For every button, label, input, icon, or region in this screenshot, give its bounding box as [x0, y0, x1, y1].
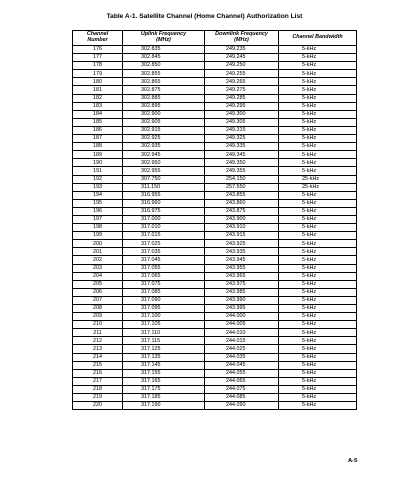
cell-downlink-frequency: 243.985: [205, 288, 279, 296]
cell-channel-bandwidth: 5-kHz: [279, 280, 357, 288]
table-row: [73, 110, 357, 118]
table-row: [73, 329, 357, 337]
table-row: [73, 199, 357, 207]
cell-channel-bandwidth: 5-kHz: [279, 272, 357, 280]
cell-channel-number: 181: [73, 86, 123, 94]
table-row: [73, 224, 357, 232]
cell-downlink-frequency: 249.235: [205, 46, 279, 54]
cell-channel-bandwidth: 5-kHz: [279, 126, 357, 134]
channel-authorization-table: [72, 30, 357, 410]
table-row: [73, 151, 357, 159]
cell-uplink-frequency: 317.065: [123, 272, 205, 280]
cell-downlink-frequency: 249.275: [205, 86, 279, 94]
cell-channel-bandwidth: 5-kHz: [279, 264, 357, 272]
cell-downlink-frequency: 243.995: [205, 305, 279, 313]
cell-channel-bandwidth: 5-kHz: [279, 345, 357, 353]
table-row: [73, 288, 357, 296]
cell-uplink-frequency: 302.845: [123, 54, 205, 62]
cell-channel-number: 218: [73, 385, 123, 393]
cell-channel-number: 176: [73, 46, 123, 54]
header-downlink-frequency-line1: Downlink Frequency: [215, 31, 268, 38]
cell-downlink-frequency: 243.935: [205, 248, 279, 256]
cell-channel-number: 192: [73, 175, 123, 183]
cell-channel-number: 184: [73, 110, 123, 118]
cell-channel-bandwidth: 5-kHz: [279, 70, 357, 78]
cell-downlink-frequency: 244.000: [205, 313, 279, 321]
table-row: [73, 313, 357, 321]
cell-uplink-frequency: 317.155: [123, 369, 205, 377]
cell-uplink-frequency: 317.105: [123, 321, 205, 329]
table-row: [73, 126, 357, 134]
cell-downlink-frequency: 244.055: [205, 369, 279, 377]
cell-uplink-frequency: 317.115: [123, 337, 205, 345]
table-row: [73, 232, 357, 240]
cell-channel-number: 186: [73, 126, 123, 134]
table-row: [73, 191, 357, 199]
cell-channel-number: 205: [73, 280, 123, 288]
cell-downlink-frequency: 243.875: [205, 207, 279, 215]
cell-channel-bandwidth: 5-kHz: [279, 402, 357, 410]
cell-channel-bandwidth: 25-kHz: [279, 175, 357, 183]
cell-channel-bandwidth: 5-kHz: [279, 296, 357, 304]
cell-downlink-frequency: 249.325: [205, 135, 279, 143]
cell-downlink-frequency: 243.910: [205, 224, 279, 232]
table-row: [73, 248, 357, 256]
cell-uplink-frequency: 317.090: [123, 296, 205, 304]
table-row: [73, 159, 357, 167]
cell-channel-bandwidth: 5-kHz: [279, 86, 357, 94]
cell-downlink-frequency: 243.900: [205, 215, 279, 223]
cell-channel-number: 183: [73, 102, 123, 110]
table-row: [73, 369, 357, 377]
header-uplink-frequency-line2: (MHz): [156, 37, 171, 43]
cell-uplink-frequency: 302.900: [123, 110, 205, 118]
cell-downlink-frequency: 244.075: [205, 385, 279, 393]
cell-channel-number: 182: [73, 94, 123, 102]
cell-uplink-frequency: 317.145: [123, 361, 205, 369]
cell-channel-number: 179: [73, 70, 123, 78]
cell-uplink-frequency: 317.100: [123, 313, 205, 321]
cell-channel-bandwidth: 5-kHz: [279, 135, 357, 143]
table-row: [73, 385, 357, 393]
cell-uplink-frequency: 317.165: [123, 377, 205, 385]
cell-downlink-frequency: 244.015: [205, 337, 279, 345]
cell-channel-bandwidth: 5-kHz: [279, 394, 357, 402]
table-row: [73, 143, 357, 151]
cell-channel-number: 177: [73, 54, 123, 62]
header-channel-number-line1: Channel: [86, 31, 109, 38]
cell-channel-bandwidth: 5-kHz: [279, 337, 357, 345]
cell-channel-number: 178: [73, 62, 123, 70]
cell-downlink-frequency: 243.975: [205, 280, 279, 288]
cell-channel-number: 216: [73, 369, 123, 377]
table-row: [73, 215, 357, 223]
cell-downlink-frequency: 249.305: [205, 118, 279, 126]
table-row: [73, 305, 357, 313]
header-channel-bandwidth-line1: Channel Bandwidth: [292, 34, 343, 41]
cell-uplink-frequency: 302.925: [123, 135, 205, 143]
cell-channel-number: 188: [73, 143, 123, 151]
cell-channel-bandwidth: 5-kHz: [279, 102, 357, 110]
cell-uplink-frequency: 317.015: [123, 232, 205, 240]
cell-uplink-frequency: 302.865: [123, 78, 205, 86]
cell-channel-bandwidth: 5-kHz: [279, 353, 357, 361]
cell-uplink-frequency: 302.915: [123, 126, 205, 134]
table-body: [73, 46, 357, 410]
cell-channel-bandwidth: 5-kHz: [279, 78, 357, 86]
cell-channel-number: 199: [73, 232, 123, 240]
cell-uplink-frequency: 317.075: [123, 280, 205, 288]
cell-channel-bandwidth: 5-kHz: [279, 151, 357, 159]
table-row: [73, 353, 357, 361]
cell-uplink-frequency: 317.010: [123, 224, 205, 232]
cell-uplink-frequency: 302.835: [123, 46, 205, 54]
cell-channel-bandwidth: 5-kHz: [279, 62, 357, 70]
cell-channel-number: 198: [73, 224, 123, 232]
cell-uplink-frequency: 302.905: [123, 118, 205, 126]
cell-uplink-frequency: 317.055: [123, 264, 205, 272]
table-row: [73, 62, 357, 70]
cell-uplink-frequency: 317.110: [123, 329, 205, 337]
cell-downlink-frequency: 249.315: [205, 126, 279, 134]
cell-channel-number: 201: [73, 248, 123, 256]
table-row: [73, 46, 357, 54]
cell-downlink-frequency: 244.005: [205, 321, 279, 329]
cell-uplink-frequency: 317.125: [123, 345, 205, 353]
cell-channel-number: 214: [73, 353, 123, 361]
cell-downlink-frequency: 243.945: [205, 256, 279, 264]
table-row: [73, 78, 357, 86]
cell-downlink-frequency: 244.025: [205, 345, 279, 353]
cell-channel-bandwidth: 5-kHz: [279, 207, 357, 215]
cell-channel-number: 197: [73, 215, 123, 223]
cell-channel-number: 194: [73, 191, 123, 199]
header-channel-bandwidth: [279, 31, 357, 46]
cell-downlink-frequency: 243.965: [205, 272, 279, 280]
cell-downlink-frequency: 243.855: [205, 191, 279, 199]
table-row: [73, 118, 357, 126]
cell-channel-number: 213: [73, 345, 123, 353]
cell-channel-bandwidth: 5-kHz: [279, 94, 357, 102]
cell-channel-bandwidth: 5-kHz: [279, 313, 357, 321]
table-row: [73, 377, 357, 385]
cell-channel-number: 210: [73, 321, 123, 329]
cell-uplink-frequency: 302.935: [123, 143, 205, 151]
header-channel-number-line2: Number: [87, 37, 108, 43]
table-row: [73, 337, 357, 345]
cell-channel-number: 196: [73, 207, 123, 215]
cell-downlink-frequency: 249.350: [205, 159, 279, 167]
header-channel-number: [73, 31, 123, 46]
table-row: [73, 345, 357, 353]
table-row: [73, 102, 357, 110]
cell-channel-bandwidth: 5-kHz: [279, 159, 357, 167]
cell-downlink-frequency: 257.550: [205, 183, 279, 191]
cell-channel-bandwidth: 5-kHz: [279, 305, 357, 313]
cell-channel-bandwidth: 5-kHz: [279, 110, 357, 118]
table-row: [73, 94, 357, 102]
header-downlink-frequency: [205, 31, 279, 46]
cell-channel-number: 206: [73, 288, 123, 296]
table-title: Table A-1. Satellite Channel (Home Channel) Authorization List: [106, 13, 303, 20]
cell-channel-number: 185: [73, 118, 123, 126]
cell-uplink-frequency: 302.895: [123, 102, 205, 110]
cell-uplink-frequency: 317.000: [123, 215, 205, 223]
table-row: [73, 175, 357, 183]
cell-uplink-frequency: 316.955: [123, 191, 205, 199]
cell-channel-number: 203: [73, 264, 123, 272]
cell-uplink-frequency: 302.855: [123, 70, 205, 78]
cell-channel-number: 191: [73, 167, 123, 175]
cell-downlink-frequency: 249.285: [205, 94, 279, 102]
cell-channel-number: 202: [73, 256, 123, 264]
cell-channel-bandwidth: 25-kHz: [279, 183, 357, 191]
cell-channel-number: 219: [73, 394, 123, 402]
cell-channel-number: 209: [73, 313, 123, 321]
page-number: A-5: [348, 458, 358, 464]
cell-channel-bandwidth: 5-kHz: [279, 199, 357, 207]
cell-channel-number: 208: [73, 305, 123, 313]
cell-downlink-frequency: 244.065: [205, 377, 279, 385]
cell-uplink-frequency: 302.950: [123, 159, 205, 167]
cell-uplink-frequency: 317.185: [123, 394, 205, 402]
header-downlink-frequency-line2: (MHz): [234, 37, 249, 43]
header-uplink-frequency: [123, 31, 205, 46]
cell-downlink-frequency: 249.355: [205, 167, 279, 175]
cell-channel-bandwidth: 5-kHz: [279, 248, 357, 256]
table-row: [73, 86, 357, 94]
cell-channel-bandwidth: 5-kHz: [279, 385, 357, 393]
cell-uplink-frequency: 317.045: [123, 256, 205, 264]
table-row: [73, 256, 357, 264]
cell-uplink-frequency: 317.095: [123, 305, 205, 313]
cell-uplink-frequency: 317.135: [123, 353, 205, 361]
cell-channel-number: 212: [73, 337, 123, 345]
table-row: [73, 54, 357, 62]
table-row: [73, 280, 357, 288]
cell-downlink-frequency: 243.925: [205, 240, 279, 248]
cell-channel-bandwidth: 5-kHz: [279, 232, 357, 240]
cell-downlink-frequency: 249.345: [205, 151, 279, 159]
cell-channel-number: 187: [73, 135, 123, 143]
cell-channel-number: 180: [73, 78, 123, 86]
cell-channel-bandwidth: 5-kHz: [279, 256, 357, 264]
cell-channel-number: 193: [73, 183, 123, 191]
cell-channel-number: 207: [73, 296, 123, 304]
cell-downlink-frequency: 244.035: [205, 353, 279, 361]
cell-channel-bandwidth: 5-kHz: [279, 240, 357, 248]
table-row: [73, 272, 357, 280]
cell-channel-number: 195: [73, 199, 123, 207]
cell-uplink-frequency: 302.875: [123, 86, 205, 94]
header-row: [73, 31, 357, 46]
cell-downlink-frequency: 249.255: [205, 70, 279, 78]
cell-channel-number: 204: [73, 272, 123, 280]
cell-downlink-frequency: 243.915: [205, 232, 279, 240]
cell-channel-bandwidth: 5-kHz: [279, 288, 357, 296]
cell-downlink-frequency: 249.250: [205, 62, 279, 70]
cell-downlink-frequency: 249.265: [205, 78, 279, 86]
cell-uplink-frequency: 317.025: [123, 240, 205, 248]
cell-downlink-frequency: 244.090: [205, 402, 279, 410]
cell-downlink-frequency: 254.150: [205, 175, 279, 183]
cell-downlink-frequency: 249.245: [205, 54, 279, 62]
cell-channel-number: 217: [73, 377, 123, 385]
cell-uplink-frequency: 307.750: [123, 175, 205, 183]
table-row: [73, 296, 357, 304]
cell-downlink-frequency: 244.010: [205, 329, 279, 337]
cell-uplink-frequency: 317.190: [123, 402, 205, 410]
cell-channel-bandwidth: 5-kHz: [279, 369, 357, 377]
cell-channel-number: 200: [73, 240, 123, 248]
cell-downlink-frequency: 243.990: [205, 296, 279, 304]
cell-channel-bandwidth: 5-kHz: [279, 329, 357, 337]
cell-channel-number: 211: [73, 329, 123, 337]
cell-uplink-frequency: 302.850: [123, 62, 205, 70]
header-uplink-frequency-line1: Uplink Frequency: [140, 31, 187, 38]
cell-downlink-frequency: 244.085: [205, 394, 279, 402]
cell-channel-bandwidth: 5-kHz: [279, 118, 357, 126]
cell-channel-bandwidth: 5-kHz: [279, 191, 357, 199]
cell-channel-bandwidth: 5-kHz: [279, 215, 357, 223]
table-header: [73, 31, 357, 46]
table-row: [73, 264, 357, 272]
cell-uplink-frequency: 311.150: [123, 183, 205, 191]
table-row: [73, 394, 357, 402]
table-row: [73, 135, 357, 143]
cell-uplink-frequency: 317.085: [123, 288, 205, 296]
cell-uplink-frequency: 302.955: [123, 167, 205, 175]
cell-channel-bandwidth: 5-kHz: [279, 46, 357, 54]
cell-uplink-frequency: 317.035: [123, 248, 205, 256]
table-row: [73, 207, 357, 215]
cell-downlink-frequency: 249.295: [205, 102, 279, 110]
cell-downlink-frequency: 243.860: [205, 199, 279, 207]
cell-uplink-frequency: 302.945: [123, 151, 205, 159]
cell-downlink-frequency: 244.045: [205, 361, 279, 369]
table-row: [73, 361, 357, 369]
table-row: [73, 70, 357, 78]
table-row: [73, 240, 357, 248]
table-row: [73, 183, 357, 191]
table-row: [73, 402, 357, 410]
cell-uplink-frequency: 316.975: [123, 207, 205, 215]
cell-channel-number: 215: [73, 361, 123, 369]
table-row: [73, 321, 357, 329]
cell-channel-number: 220: [73, 402, 123, 410]
cell-uplink-frequency: 317.175: [123, 385, 205, 393]
cell-channel-bandwidth: 5-kHz: [279, 321, 357, 329]
cell-channel-bandwidth: 5-kHz: [279, 167, 357, 175]
cell-channel-number: 189: [73, 151, 123, 159]
cell-channel-bandwidth: 5-kHz: [279, 143, 357, 151]
cell-uplink-frequency: 316.960: [123, 199, 205, 207]
cell-channel-number: 190: [73, 159, 123, 167]
cell-downlink-frequency: 249.300: [205, 110, 279, 118]
cell-channel-bandwidth: 5-kHz: [279, 54, 357, 62]
table-row: [73, 167, 357, 175]
cell-downlink-frequency: 249.335: [205, 143, 279, 151]
cell-channel-bandwidth: 5-kHz: [279, 224, 357, 232]
cell-channel-bandwidth: 5-kHz: [279, 377, 357, 385]
cell-downlink-frequency: 243.955: [205, 264, 279, 272]
cell-channel-bandwidth: 5-kHz: [279, 361, 357, 369]
cell-uplink-frequency: 302.885: [123, 94, 205, 102]
